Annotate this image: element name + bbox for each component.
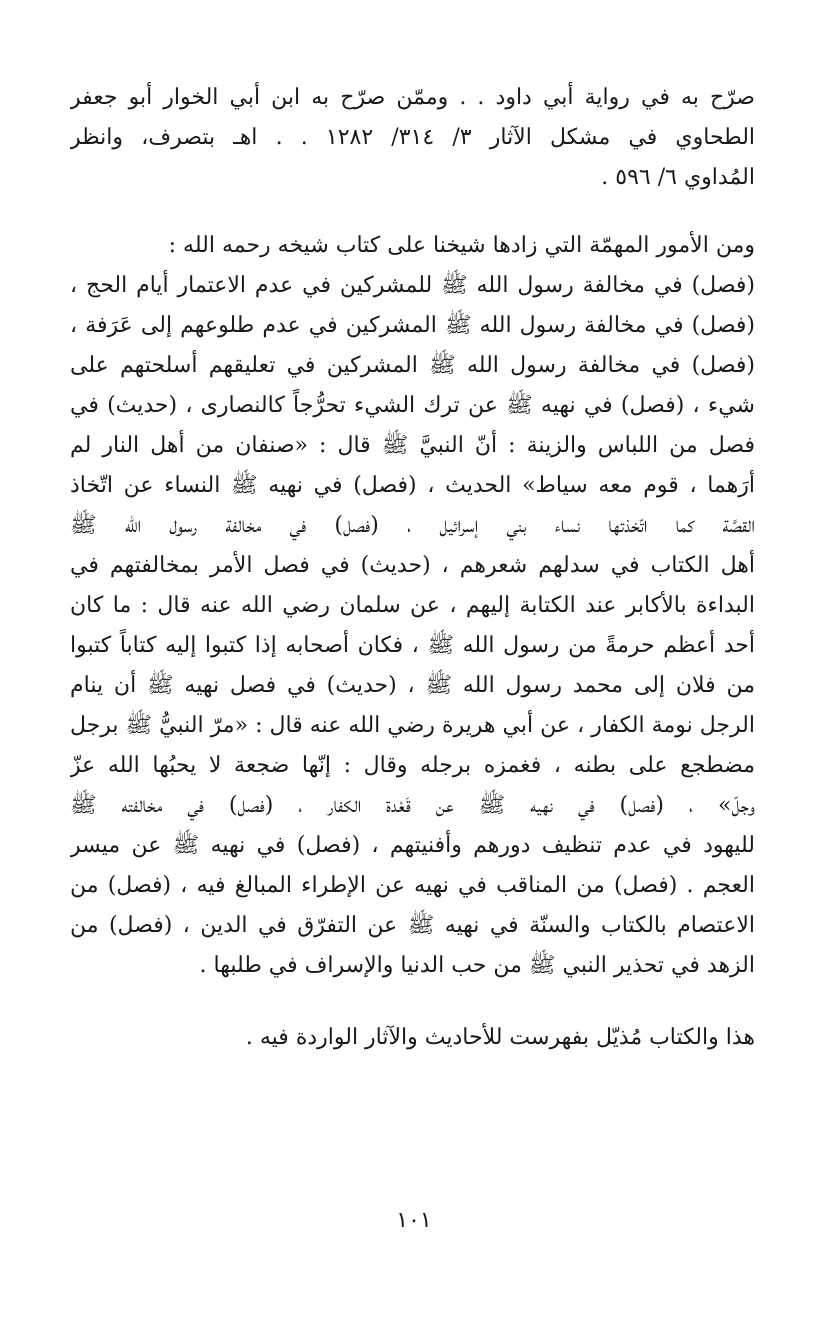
- text-line: الاعتصام بالكتاب والسنّة في نهيه ﷺ عن التفرّق في الدين ، (فصل) من: [70, 913, 755, 938]
- text-line: مضطجع على بطنه ، فغمزه برجله وقال : إنّها ضجعة لا يحبُها الله عزّ: [70, 753, 755, 778]
- text-line: القصَّة كما اتّخذتها نساء بني إسرائيل ، (فصل) في مخالفة رسول الله ﷺ: [70, 513, 755, 538]
- text-line: وجلّ» ، (فصل) في نهيه ﷺ عن قَعْدة الكفار ، (فصل) في مخالفته ﷺ: [70, 793, 755, 818]
- text-line: (فصل) في مخالفة رسول الله ﷺ المشركين في تعليقهم أسلحتهم على: [70, 353, 755, 378]
- text-line: أهل الكتاب في سدلهم شعرهم ، (حديث) في فصل الأمر بمخالفتهم في: [70, 553, 755, 578]
- text-line: (فصل) في مخالفة رسول الله ﷺ المشركين في عدم طلوعهم إلى عَرَفة ،: [70, 313, 755, 338]
- closing-paragraph: [70, 1018, 755, 1058]
- text-line: من فلان إلى محمد رسول الله ﷺ ، (حديث) في فصل نهيه ﷺ أن ينام: [70, 673, 755, 698]
- text-line: أرَهما ، قوم معه سياط» الحديث ، (فصل) في نهيه ﷺ النساء عن اتّخاذ: [70, 473, 755, 498]
- page-number: ١٠١: [396, 1208, 432, 1233]
- text-line: (فصل) في مخالفة رسول الله ﷺ للمشركين في عدم الاعتمار أيام الحج ،: [70, 273, 755, 298]
- text-line: ومن الأمور المهمّة التي زادها شيخنا على كتاب شيخه رحمه الله :: [168, 233, 755, 258]
- text-line: فصل من اللباس والزينة : أنّ النبيَّ ﷺ قال : «صنفان من أهل النار لم: [70, 433, 755, 458]
- text-line: صرّح به في رواية أبي داود . . وممّن صرّح به ابن أبي الخوار أبو جعفر: [70, 85, 755, 110]
- text-line: البداءة بالأكابر عند الكتابة إليهم ، عن سلمان رضي الله عنه قال : ما كان: [70, 593, 755, 618]
- text-line: لليهود في عدم تنظيف دورهم وأفنيتهم ، (فصل) في نهيه ﷺ عن ميسر: [70, 833, 755, 858]
- text-line: الطحاوي في مشكل الآثار ٣/ ٣١٤/ ١٢٨٢ . . اهـ بتصرف، وانظر: [70, 125, 755, 150]
- text-line: الرجل نومة الكفار ، عن أبي هريرة رضي الله عنه قال : «مرّ النبيُّ ﷺ برجل: [70, 713, 755, 738]
- text-line: العجم . (فصل) من المناقب في نهيه عن الإطراء المبالغ فيه ، (فصل) من: [70, 873, 755, 898]
- text-line: الزهد في تحذير النبي ﷺ من حب الدنيا والإسراف في طلبها .: [199, 953, 755, 978]
- paragraph-2: [70, 226, 755, 986]
- text-line: شيء ، (فصل) في نهيه ﷺ عن ترك الشيء تحرُّجاً كالنصارى ، (حديث) في: [70, 393, 755, 418]
- text-line: هذا والكتاب مُذيّل بفهرست للأحاديث والآثار الواردة فيه .: [245, 1025, 755, 1050]
- text-line: المُداوي ٦/ ٥٩٦ .: [601, 165, 755, 190]
- paragraph-1: [70, 78, 755, 198]
- text-line: أحد أعظم حرمةً من رسول الله ﷺ ، فكان أصحابه إذا كتبوا إليه كتاباً كتبوا: [70, 633, 755, 658]
- page-body: [70, 78, 755, 1058]
